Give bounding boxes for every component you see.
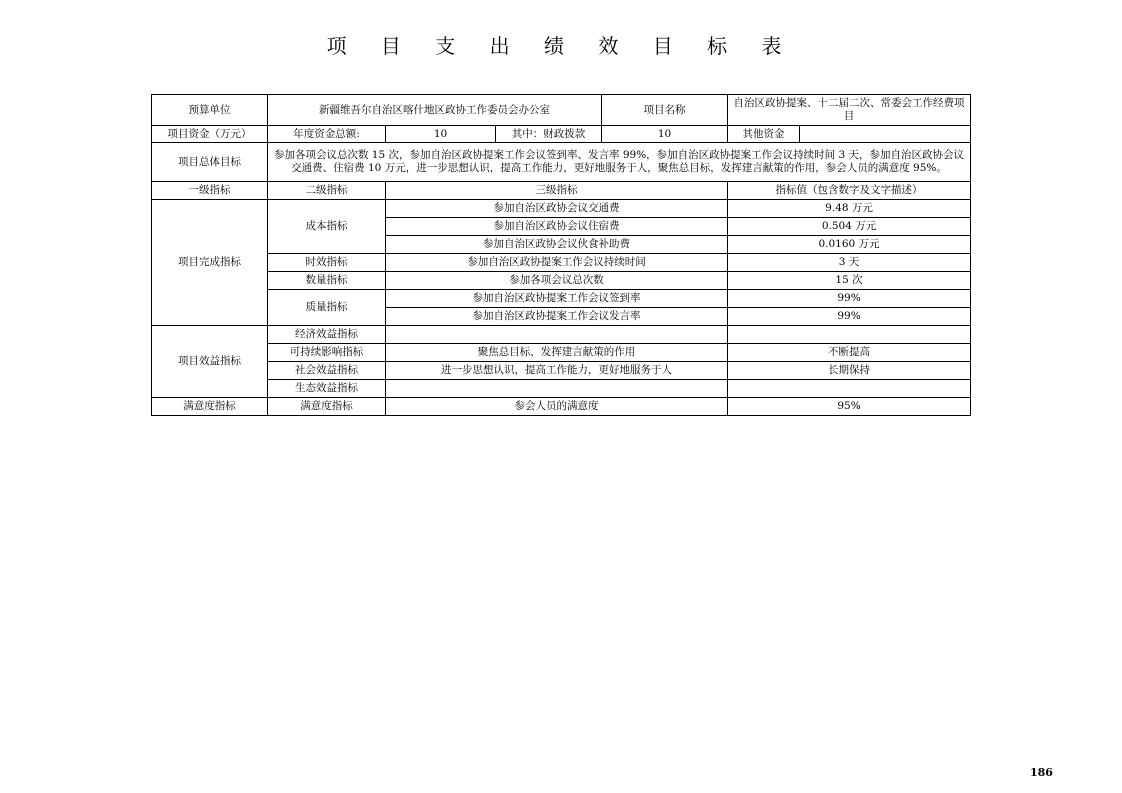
performance-goal-table (151, 94, 971, 416)
project-name-value: 自治区政协提案、十二届二次、常委会工作经费项目 (728, 95, 971, 126)
budget-unit-label: 预算单位 (152, 95, 268, 126)
level3-header: 三级指标 (386, 182, 728, 200)
budget-unit-value: 新疆维吾尔自治区喀什地区政协工作委员会办公室 (268, 95, 602, 126)
budget-unit-row (152, 95, 971, 126)
level2-cell: 生态效益指标 (268, 380, 386, 398)
value-cell: 3 天 (728, 254, 971, 272)
level2-cell: 社会效益指标 (268, 362, 386, 380)
overall-goal-label: 项目总体目标 (152, 143, 268, 182)
indicator-cell: 进一步思想认识，提高工作能力，更好地服务于人 (386, 362, 728, 380)
indicator-cell (386, 326, 728, 344)
table-row (152, 254, 971, 272)
table-row (152, 272, 971, 290)
satisfaction-level1: 满意度指标 (152, 398, 268, 416)
satisfaction-level2: 满意度指标 (268, 398, 386, 416)
indicator-cell: 参加自治区政协会议住宿费 (386, 218, 728, 236)
value-cell (728, 326, 971, 344)
annual-total-label: 年度资金总额: (268, 126, 386, 143)
indicator-cell: 参加自治区政协提案工作会议发言率 (386, 308, 728, 326)
funds-label: 项目资金（万元） (152, 126, 268, 143)
indicator-cell: 参加自治区政协会议交通费 (386, 200, 728, 218)
cost-indicator-label: 成本指标 (268, 200, 386, 254)
fiscal-value: 10 (602, 126, 728, 143)
table-row (152, 326, 971, 344)
value-header: 指标值（包含数字及文字描述） (728, 182, 971, 200)
indicator-cell: 参加各项会议总次数 (386, 272, 728, 290)
table-row (152, 362, 971, 380)
annual-total-value: 10 (386, 126, 496, 143)
value-cell: 99% (728, 290, 971, 308)
indicator-cell (386, 380, 728, 398)
level2-cell: 可持续影响指标 (268, 344, 386, 362)
indicator-cell: 参加自治区政协提案工作会议签到率 (386, 290, 728, 308)
page-title: 项 目 支 出 绩 效 目 标 表 (326, 34, 796, 58)
table-row (152, 344, 971, 362)
other-funds-label: 其他资金 (728, 126, 800, 143)
page-number: 186 (1030, 766, 1053, 779)
time-indicator-label: 时效指标 (268, 254, 386, 272)
value-cell (728, 380, 971, 398)
project-name-label: 项目名称 (602, 95, 728, 126)
value-cell: 9.48 万元 (728, 200, 971, 218)
overall-goal-row (152, 143, 971, 182)
other-funds-value (800, 126, 971, 143)
level1-header: 一级指标 (152, 182, 268, 200)
indicator-cell: 参加自治区政协会议伙食补助费 (386, 236, 728, 254)
level2-cell: 经济效益指标 (268, 326, 386, 344)
completion-label: 项目完成指标 (152, 200, 268, 326)
quantity-indicator-label: 数量指标 (268, 272, 386, 290)
level2-header: 二级指标 (268, 182, 386, 200)
indicator-cell: 参加自治区政协提案工作会议持续时间 (386, 254, 728, 272)
quality-indicator-label: 质量指标 (268, 290, 386, 326)
funds-row (152, 126, 971, 143)
table-row (152, 380, 971, 398)
indicator-cell: 参会人员的满意度 (386, 398, 728, 416)
table-row (152, 200, 971, 218)
table-row (152, 398, 971, 416)
overall-goal-text: 参加各项会议总次数 15 次，参加自治区政协提案工作会议签到率、发言率 99%，参加自治区政协提案工作会议持续时间 3 天，参加自治区政协会议交通费、住宿费 10 万元，进一步思想认识，提高工作能力，更好地服务于人，聚焦总目标，发挥建言献策的作用，参会人员的满意度 95%。 (268, 143, 971, 182)
value-cell: 15 次 (728, 272, 971, 290)
fiscal-label: 其中：财政拨款 (496, 126, 602, 143)
value-cell: 95% (728, 398, 971, 416)
value-cell: 0.0160 万元 (728, 236, 971, 254)
value-cell: 99% (728, 308, 971, 326)
value-cell: 0.504 万元 (728, 218, 971, 236)
value-cell: 长期保持 (728, 362, 971, 380)
benefit-label: 项目效益指标 (152, 326, 268, 398)
value-cell: 不断提高 (728, 344, 971, 362)
column-header-row (152, 182, 971, 200)
table-row (152, 290, 971, 308)
indicator-cell: 聚焦总目标，发挥建言献策的作用 (386, 344, 728, 362)
